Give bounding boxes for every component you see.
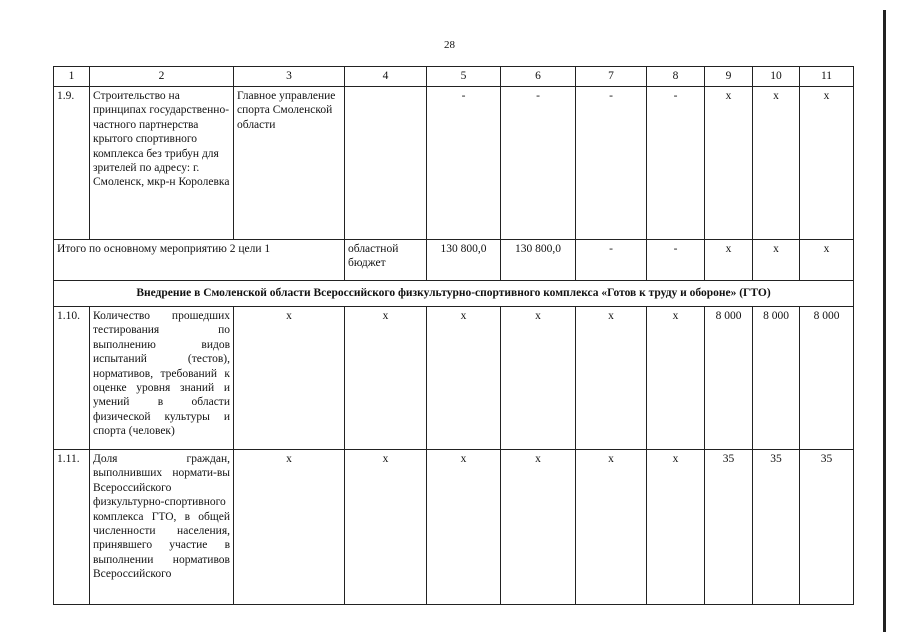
header-cell: 3 (234, 67, 345, 87)
value-cell: 35 (753, 450, 800, 605)
funding-source: областной бюджет (345, 240, 427, 281)
value-cell: x (427, 307, 501, 450)
activity-name: Количество прошедших тестирования по выполнению видов испытаний (тестов), нормативов, требований к оценке уровня знаний и умений в области физической культуры и спорта (человек) (90, 307, 234, 450)
value-cell: x (800, 240, 854, 281)
value-cell: x (234, 307, 345, 450)
header-cell: 6 (501, 67, 576, 87)
value-cell: x (753, 240, 800, 281)
page-edge-line (883, 10, 886, 632)
value-cell: - (576, 87, 647, 240)
header-cell: 8 (647, 67, 705, 87)
header-cell: 5 (427, 67, 501, 87)
value-cell: 8 000 (753, 307, 800, 450)
header-cell: 11 (800, 67, 854, 87)
value-cell: x (345, 450, 427, 605)
executor: Главное управление спорта Смоленской области (234, 87, 345, 240)
header-cell: 2 (90, 67, 234, 87)
value-cell: x (800, 87, 854, 240)
value-cell: x (427, 450, 501, 605)
value-cell: - (501, 87, 576, 240)
value-cell: x (647, 307, 705, 450)
value-cell: x (345, 307, 427, 450)
section-header-row (54, 281, 854, 307)
value-cell: 8 000 (800, 307, 854, 450)
value-cell: x (647, 450, 705, 605)
header-cell: 7 (576, 67, 647, 87)
header-cell: 4 (345, 67, 427, 87)
value-cell: x (753, 87, 800, 240)
table-row (54, 87, 854, 240)
section-title: Внедрение в Смоленской области Всероссийского физкультурно-спортивного комплекса «Готов к труду и обороне» (ГТО) (54, 281, 854, 307)
value-cell: x (234, 450, 345, 605)
header-cell: 9 (705, 67, 753, 87)
total-label: Итого по основному мероприятию 2 цели 1 (54, 240, 345, 281)
page-number: 28 (444, 39, 455, 51)
funding-source (345, 87, 427, 240)
row-number: 1.11. (54, 450, 90, 605)
value-cell: - (576, 240, 647, 281)
table-row (54, 307, 854, 450)
value-cell: 130 800,0 (501, 240, 576, 281)
header-cell: 10 (753, 67, 800, 87)
header-row (54, 67, 854, 87)
value-cell: 130 800,0 (427, 240, 501, 281)
value-cell: x (576, 307, 647, 450)
program-table (53, 66, 854, 605)
header-cell: 1 (54, 67, 90, 87)
table-row (54, 450, 854, 605)
value-cell: x (501, 307, 576, 450)
activity-name: Доля граждан, выполнивших нормати-вы Всероссийского физкультурно-спортивного комплекса ГТО, в общей численности населения, принявшего участие в выполнении нормативов Всероссийского (90, 450, 234, 605)
row-number: 1.9. (54, 87, 90, 240)
value-cell: x (705, 87, 753, 240)
value-cell: x (501, 450, 576, 605)
activity-name: Строительство на принципах государственно-частного партнерства крытого спортивного комплекса без трибун для зрителей по адресу: г. Смоленск, мкр-н Королевка (90, 87, 234, 240)
value-cell: - (647, 240, 705, 281)
value-cell: x (576, 450, 647, 605)
total-row (54, 240, 854, 281)
row-number: 1.10. (54, 307, 90, 450)
value-cell: 35 (705, 450, 753, 605)
value-cell: 35 (800, 450, 854, 605)
value-cell: x (705, 240, 753, 281)
value-cell: 8 000 (705, 307, 753, 450)
value-cell: - (427, 87, 501, 240)
value-cell: - (647, 87, 705, 240)
